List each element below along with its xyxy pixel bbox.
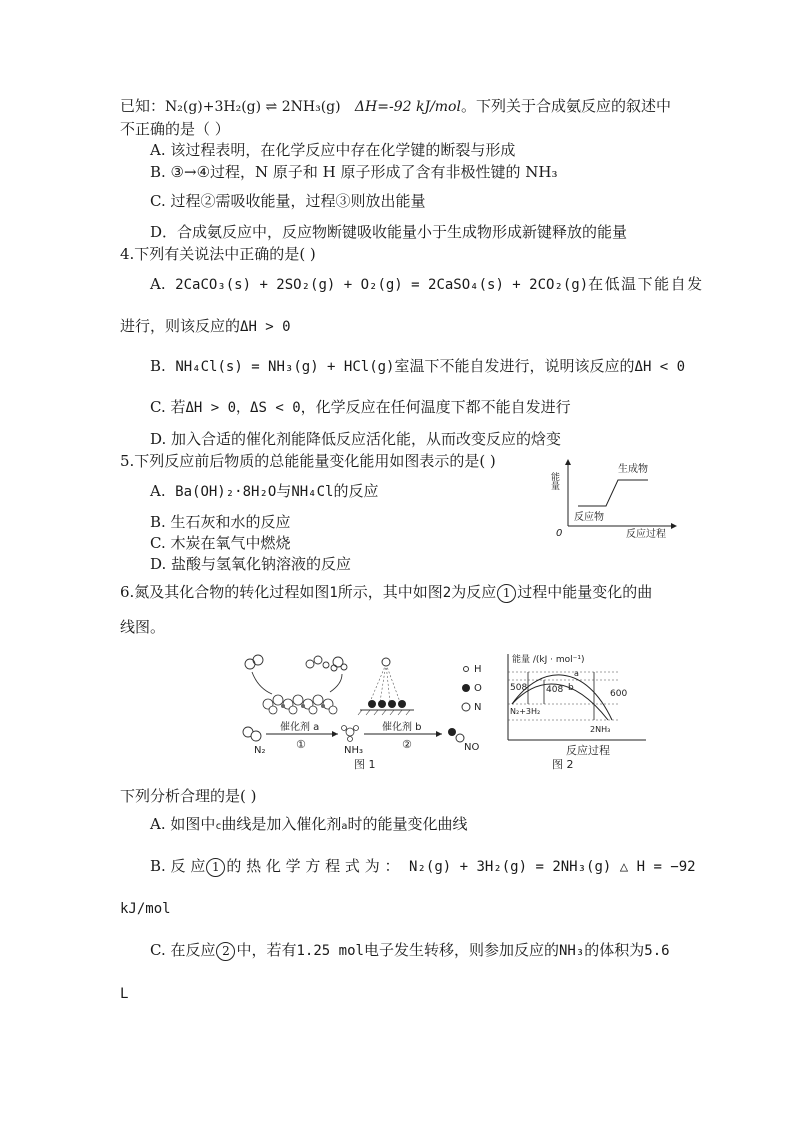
q6-b-unit: kJ/mol <box>120 901 171 917</box>
q6-figure-2 <box>502 650 652 778</box>
q3-line1 <box>120 96 671 117</box>
q4-option-d: D. 加入合适的催化剂能降低反应活化能，从而改变反应的焓变 <box>150 430 562 448</box>
fig1-legend <box>462 664 482 713</box>
q6-a-d: a <box>341 821 348 832</box>
q4-a-label: A. <box>150 275 166 293</box>
fig1-n2-label: N₂ <box>254 745 266 756</box>
fig2-408: 408 <box>546 685 564 695</box>
q6-c-b: 中，若有 <box>236 941 297 959</box>
q6-b-eq: N₂(g) + 3H₂(g) = 2NH₃(g) △ H = −92 <box>409 859 696 875</box>
q4-a-cont-text: 进行，则该反应的 <box>120 317 241 335</box>
q4-option-b <box>150 356 685 377</box>
q4-a-text: 在低温下能自发 <box>588 275 704 293</box>
q4-a-cont-math: ΔH > 0 <box>240 319 291 335</box>
fig1-caption: 图 1 <box>354 758 376 771</box>
q6-stem-line1 <box>120 582 652 603</box>
q3-option-c: C. 过程②需吸收能量，过程③则放出能量 <box>150 192 426 210</box>
q5-a-text: 的反应 <box>333 482 379 500</box>
legend-o: O <box>474 683 482 694</box>
q3-prefix: 已知： <box>120 97 166 115</box>
q6-stem-b: 所示，其中如图 <box>337 583 443 601</box>
q6-a-a: A. 如图中 <box>150 815 216 833</box>
q3-option-d: D．合成氨反应中，反应物断键吸收能量小于生成物形成新键释放的能量 <box>150 223 628 241</box>
q4-option-a <box>150 274 704 295</box>
q6-b-a: B. 反 应 <box>150 857 206 875</box>
q4-c-text: ，化学反应在任何温度下都不能自发进行 <box>300 398 571 416</box>
q6-c-unit: L <box>120 986 129 1002</box>
legend-h: H <box>474 664 482 675</box>
fig1-arrow-in <box>252 672 272 694</box>
q4-b-math: ΔH < 0 <box>634 359 686 375</box>
q6-b-b: 的 热 化 学 方 程 式 为 ： <box>226 857 400 875</box>
q5-energy-diagram <box>548 458 678 544</box>
q6-option-b <box>150 856 696 877</box>
q5-y-label: 能量 <box>549 472 559 490</box>
q6-option-b-unit <box>120 898 171 919</box>
q6-figure-1 <box>238 650 490 776</box>
fig2-product: 2NH₃ <box>590 725 611 734</box>
q5-a-eq2: NH₄Cl <box>291 484 334 500</box>
fig2-a: a <box>574 669 579 678</box>
q6-c-d: 的体积为 <box>584 941 645 959</box>
fig2-caption: 图 2 <box>552 758 574 771</box>
q5-a-mid: 与 <box>276 482 292 500</box>
q5-option-d: D. 盐酸与氢氧化钠溶液的反应 <box>150 555 352 573</box>
q3-suffix: 。下列关于合成氨反应的叙述中 <box>460 97 671 115</box>
q4-b-equation: NH₄Cl(s) = NH₃(g) + HCl(g) <box>175 359 395 375</box>
q3-enthalpy: ΔH=-92 kJ/mol <box>354 99 461 115</box>
fig1-no-label: NO <box>464 742 480 753</box>
q6-c-nh3: NH₃ <box>558 943 585 959</box>
q6-a-b: 曲线是加入催化剂 <box>221 815 342 833</box>
fig1-top-molecules <box>245 655 347 671</box>
q6-c-c: 电子发生转移，则参加反应的 <box>363 941 559 959</box>
q4-option-a-cont <box>120 316 291 337</box>
fig1-cat-b: 催化剂 b <box>382 722 422 733</box>
q3-line2: 不正确的是（ ） <box>120 120 230 138</box>
fig2-b: b <box>568 683 574 693</box>
q4-a-equation: 2CaCO₃(s) + 2SO₂(g) + O₂(g) = 2CaSO₄(s) + 2CO₂(g) <box>175 277 589 293</box>
q6-stem-c: 为反应 <box>451 583 497 601</box>
q4-c-prefix: C. 若 <box>150 398 186 416</box>
q6-stem-circle: 1 <box>497 584 516 603</box>
fig1-n2-molecule <box>243 727 261 741</box>
q5-option-c: C. 木炭在氧气中燃烧 <box>150 534 291 552</box>
q6-c-vol: 5.6 <box>644 943 670 959</box>
q4-option-c <box>150 397 571 418</box>
q5-x-label: 反应过程 <box>626 529 666 540</box>
q6-b-circle: 1 <box>206 858 225 877</box>
fig1-nh3-molecule <box>342 726 359 742</box>
q4-stem: 4.下列有关说法中正确的是( ) <box>120 245 316 263</box>
fig1-step-2: ② <box>402 738 412 751</box>
fig2-y-label: 能量 /(kJ · mol⁻¹) <box>512 655 585 665</box>
q6-option-a <box>150 814 467 837</box>
q5-option-a <box>150 481 379 502</box>
q6-sub-stem: 下列分析合理的是( ) <box>120 787 257 805</box>
fig1-cat-a: 催化剂 a <box>280 722 320 733</box>
q5-reactant-label: 反应物 <box>574 512 604 523</box>
q3-option-a: A. 该过程表明，在化学反应中存在化学键的断裂与形成 <box>150 141 516 159</box>
q4-b-text: 室温下不能自发进行，说明该反应的 <box>394 357 635 375</box>
q6-a-e: 时的能量变化曲线 <box>347 815 468 833</box>
q6-a-c: c <box>215 821 222 832</box>
fig1-catalyst-b-surface <box>358 658 414 715</box>
q6-c-val: 1.25 mol <box>296 943 364 959</box>
q4-b-label: B. <box>150 357 166 375</box>
q6-option-c-unit <box>120 983 128 1004</box>
fig1-no-molecule <box>448 728 464 742</box>
q5-a-label: A. <box>150 482 166 500</box>
q6-stem-a: 6.氮及其化合物的转化过程如图 <box>120 583 330 601</box>
q5-a-eq: Ba(OH)₂·8H₂O <box>175 484 277 500</box>
q3-equation: N₂(g)+3H₂(g) ⇌ 2NH₃(g) <box>165 99 341 115</box>
fig1-catalyst-a-surface <box>263 695 337 714</box>
q5-stem: 5.下列反应前后物质的总能能量变化能用如图表示的是( ) <box>120 452 496 470</box>
q5-option-b: B. 生石灰和水的反应 <box>150 513 291 531</box>
q6-stem-num1: 1 <box>329 585 338 601</box>
q3-option-b: B. ③→④过程，N 原子和 H 原子形成了含有非极性键的 NH₃ <box>150 163 558 181</box>
fig2-x-label: 反应过程 <box>566 744 610 757</box>
fig2-reactants: N₂+3H₂ <box>510 707 541 716</box>
q6-stem-line2: 线图。 <box>120 618 166 636</box>
q4-c-math: ΔH > 0，ΔS < 0 <box>185 400 301 416</box>
q6-stem-d: 过程中能量变化的曲 <box>517 583 653 601</box>
q5-energy-line <box>578 480 648 506</box>
q6-c-circle: 2 <box>216 942 235 961</box>
fig2-600: 600 <box>610 689 628 699</box>
legend-n: N <box>474 702 482 713</box>
fig1-nh3-label: NH₃ <box>344 745 364 756</box>
q5-origin: 0 <box>556 528 563 539</box>
q6-stem-num2: 2 <box>442 585 452 601</box>
q5-product-label: 生成物 <box>618 464 648 475</box>
q6-option-c <box>150 940 670 961</box>
fig1-step-1: ① <box>296 738 306 751</box>
fig2-508: 508 <box>510 683 528 693</box>
q6-c-a: C. 在反应 <box>150 941 216 959</box>
fig1-arrow-out <box>330 674 342 692</box>
